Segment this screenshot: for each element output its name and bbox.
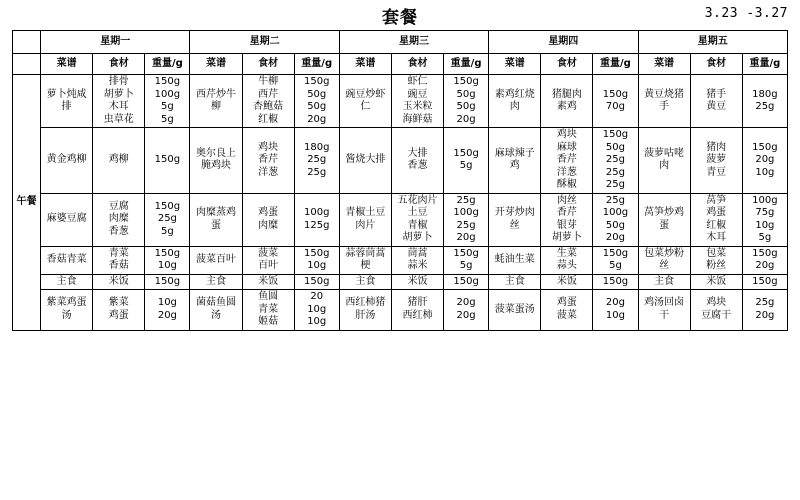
ing-mon-2: 豆腐 肉糜 香葱 [93,193,145,246]
dish-thu-1: 麻球辣子鸡 [489,128,541,194]
ing-tue-2: 鸡蛋 肉糜 [242,193,294,246]
table-header-days [13,31,788,54]
dish-wed-2: 青椒土豆肉片 [339,193,391,246]
ing-tue-5: 鱼圆 青菜 姬菇 [242,290,294,331]
col-dish-wed: 菜谱 [339,54,391,75]
wt-fri-2: 100g 75g 10g 5g [742,193,787,246]
col-dish-fri: 菜谱 [638,54,690,75]
ing-wed-0: 虾仁 豌豆 玉米粒 海鲜菇 [391,75,443,128]
wt-fri-5: 25g 20g [742,290,787,331]
dish-thu-5: 菠菜蛋汤 [489,290,541,331]
col-wt-mon: 重量/g [145,54,190,75]
table-row [13,193,788,246]
dish-mon-0: 萝卜炖咸排 [41,75,93,128]
ing-wed-1: 大排 香葱 [391,128,443,194]
ing-fri-5: 鸡块 豆腐干 [690,290,742,331]
table-body [13,75,788,331]
dish-wed-0: 豌豆炒虾仁 [339,75,391,128]
ing-mon-3: 青菜 香菇 [93,246,145,274]
day-header-friday: 星期五 [638,31,788,54]
wt-tue-1: 180g 25g 25g [294,128,339,194]
col-dish-mon: 菜谱 [41,54,93,75]
ing-thu-1: 鸡块 麻球 香芹 洋葱 酥椒 [541,128,593,194]
wt-mon-0: 150g 100g 5g 5g [145,75,190,128]
ing-wed-5: 猪肝 西红柿 [391,290,443,331]
ing-tue-4: 米饭 [242,274,294,290]
wt-mon-3: 150g 10g [145,246,190,274]
wt-thu-3: 150g 5g [593,246,638,274]
day-header-thursday: 星期四 [489,31,638,54]
ing-tue-3: 菠菜 百叶 [242,246,294,274]
col-wt-fri: 重量/g [742,54,787,75]
dish-thu-3: 蚝油生菜 [489,246,541,274]
wt-thu-1: 150g 50g 25g 25g 25g [593,128,638,194]
page-header [0,0,800,30]
ing-fri-1: 猪肉 菠萝 青豆 [690,128,742,194]
date-range: 3.23 -3.27 [704,6,788,21]
col-ing-tue: 食材 [242,54,294,75]
col-wt-tue: 重量/g [294,54,339,75]
ing-fri-3: 包菜 粉丝 [690,246,742,274]
dish-fri-2: 莴笋炒鸡蛋 [638,193,690,246]
dish-tue-0: 西芹炒牛柳 [190,75,242,128]
dish-fri-4: 主食 [638,274,690,290]
dish-mon-2: 麻婆豆腐 [41,193,93,246]
ing-wed-4: 米饭 [391,274,443,290]
wt-fri-0: 180g 25g [742,75,787,128]
col-wt-wed: 重量/g [444,54,489,75]
dish-tue-5: 菌菇鱼圆汤 [190,290,242,331]
dish-tue-1: 奥尔良上腌鸡块 [190,128,242,194]
ing-tue-1: 鸡块 香芹 洋葱 [242,128,294,194]
wt-wed-5: 20g 20g [444,290,489,331]
ing-wed-3: 茼蒿 蒜米 [391,246,443,274]
dish-thu-4: 主食 [489,274,541,290]
day-header-wednesday: 星期三 [339,31,488,54]
col-ing-mon: 食材 [93,54,145,75]
ing-mon-0: 排骨 胡萝卜 木耳 虫草花 [93,75,145,128]
menu-table [12,30,788,331]
table-header-columns [13,54,788,75]
dish-fri-0: 黄豆烧猪手 [638,75,690,128]
table-row [13,128,788,194]
table-row [13,274,788,290]
wt-wed-4: 150g [444,274,489,290]
ing-mon-4: 米饭 [93,274,145,290]
ing-tue-0: 牛柳 西芹 杏鲍菇 红椒 [242,75,294,128]
wt-thu-2: 25g 100g 50g 20g [593,193,638,246]
dish-wed-4: 主食 [339,274,391,290]
wt-fri-4: 150g [742,274,787,290]
dish-wed-3: 蒜蓉茼蒿梗 [339,246,391,274]
dish-wed-5: 西红柿猪肝汤 [339,290,391,331]
dish-mon-3: 香菇青菜 [41,246,93,274]
dish-mon-5: 紫菜鸡蛋汤 [41,290,93,331]
ing-wed-2: 五花肉片 土豆 青椒 胡萝卜 [391,193,443,246]
meal-label-lunch: 午餐 [13,75,41,331]
ing-thu-4: 米饭 [541,274,593,290]
ing-thu-0: 猪腿肉 素鸡 [541,75,593,128]
dish-mon-1: 黄金鸡柳 [41,128,93,194]
ing-mon-1: 鸡柳 [93,128,145,194]
corner-cell [13,31,41,54]
col-ing-wed: 食材 [391,54,443,75]
ing-fri-4: 米饭 [690,274,742,290]
day-header-monday: 星期一 [41,31,190,54]
wt-tue-3: 150g 10g [294,246,339,274]
wt-wed-3: 150g 5g [444,246,489,274]
day-header-tuesday: 星期二 [190,31,339,54]
wt-wed-0: 150g 50g 50g 20g [444,75,489,128]
table-row [13,290,788,331]
wt-tue-0: 150g 50g 50g 20g [294,75,339,128]
dish-fri-3: 包菜炒粉丝 [638,246,690,274]
wt-thu-0: 150g 70g [593,75,638,128]
corner-cell-2 [13,54,41,75]
ing-thu-3: 生菜 蒜头 [541,246,593,274]
col-dish-thu: 菜谱 [489,54,541,75]
wt-mon-2: 150g 25g 5g [145,193,190,246]
col-ing-fri: 食材 [690,54,742,75]
dish-tue-4: 主食 [190,274,242,290]
ing-mon-5: 紫菜 鸡蛋 [93,290,145,331]
wt-tue-5: 20 10g 10g [294,290,339,331]
wt-wed-2: 25g 100g 25g 20g [444,193,489,246]
wt-mon-5: 10g 20g [145,290,190,331]
wt-tue-2: 100g 125g [294,193,339,246]
table-row [13,246,788,274]
page-title: 套餐 [382,7,418,28]
col-ing-thu: 食材 [541,54,593,75]
dish-tue-3: 菠菜百叶 [190,246,242,274]
dish-mon-4: 主食 [41,274,93,290]
wt-mon-4: 150g [145,274,190,290]
ing-thu-2: 肉丝 香芹 银芽 胡萝卜 [541,193,593,246]
dish-thu-0: 素鸡红烧肉 [489,75,541,128]
dish-fri-1: 菠萝咕咾肉 [638,128,690,194]
wt-wed-1: 150g 5g [444,128,489,194]
wt-tue-4: 150g [294,274,339,290]
ing-fri-2: 莴笋 鸡蛋 红椒 木耳 [690,193,742,246]
wt-thu-4: 150g [593,274,638,290]
ing-fri-0: 猪手 黄豆 [690,75,742,128]
dish-tue-2: 肉糜蒸鸡蛋 [190,193,242,246]
wt-mon-1: 150g [145,128,190,194]
wt-thu-5: 20g 10g [593,290,638,331]
dish-fri-5: 鸡汤回卤干 [638,290,690,331]
wt-fri-1: 150g 20g 10g [742,128,787,194]
dish-wed-1: 酱烧大排 [339,128,391,194]
table-row [13,75,788,128]
ing-thu-5: 鸡蛋 菠菜 [541,290,593,331]
wt-fri-3: 150g 20g [742,246,787,274]
dish-thu-2: 开芽炒肉丝 [489,193,541,246]
col-dish-tue: 菜谱 [190,54,242,75]
col-wt-thu: 重量/g [593,54,638,75]
